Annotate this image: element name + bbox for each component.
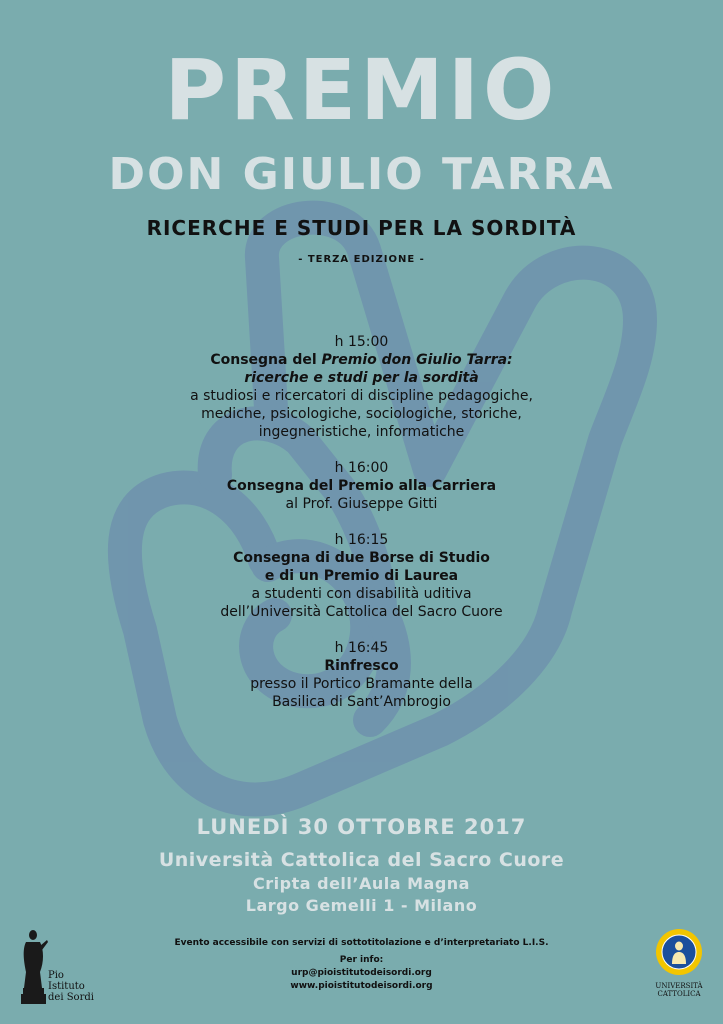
event-desc-line: a studiosi e ricercatori di discipline pedagogiche, bbox=[190, 388, 533, 404]
accessibility-note: Evento accessibile con servizi di sottotitolazione e d’interpretariato L.I.S. bbox=[174, 938, 549, 948]
event-desc-line: al Prof. Giuseppe Gitti bbox=[285, 496, 438, 512]
logo-text-line: UNIVERSITÀ bbox=[655, 982, 703, 990]
event-time: h 16:00 bbox=[334, 460, 389, 476]
title-premio: PREMIO bbox=[164, 41, 559, 139]
program-item bbox=[0, 459, 723, 513]
university-seal-icon bbox=[655, 928, 703, 976]
event-date: LUNEDÌ 30 OTTOBRE 2017 bbox=[196, 815, 527, 839]
title-don-giulio-tarra: DON GIULIO TARRA bbox=[108, 149, 615, 200]
program-item bbox=[0, 531, 723, 621]
event-desc-line: a studenti con disabilità uditiva bbox=[251, 586, 472, 602]
event-desc-line: dell’Università Cattolica del Sacro Cuore bbox=[220, 604, 503, 620]
event-desc-line: presso il Portico Bramante della bbox=[250, 676, 473, 692]
pio-istituto-logo bbox=[20, 928, 110, 1008]
logo-text-line: Pio bbox=[48, 970, 64, 981]
info-website[interactable]: www.pioistitutodeisordi.org bbox=[290, 981, 433, 991]
edition-label: - TERZA EDIZIONE - bbox=[298, 254, 425, 265]
info-email[interactable]: urp@pioistitutodeisordi.org bbox=[291, 968, 432, 978]
event-title: e di un Premio di Laurea bbox=[264, 568, 459, 584]
event-title-line bbox=[0, 369, 723, 387]
event-title bbox=[0, 351, 723, 369]
program-item bbox=[0, 333, 723, 441]
statue-icon bbox=[20, 928, 50, 1008]
event-time: h 15:00 bbox=[334, 334, 389, 350]
universita-cattolica-text bbox=[649, 982, 709, 998]
logo-text-line: CATTOLICA bbox=[657, 990, 701, 998]
event-time: h 16:15 bbox=[334, 532, 389, 548]
event-desc-line: ingegneristiche, informatiche bbox=[258, 424, 465, 440]
venue-address: Largo Gemelli 1 - Milano bbox=[245, 896, 478, 915]
program-item bbox=[0, 639, 723, 711]
event-title: Consegna del Premio alla Carriera bbox=[226, 478, 497, 494]
event-title: Consegna di due Borse di Studio bbox=[233, 550, 490, 566]
logo-text-line: Istituto bbox=[48, 981, 85, 992]
event-time: h 16:45 bbox=[334, 640, 389, 656]
event-title-italic: Premio don Giulio Tarra: bbox=[321, 352, 513, 368]
subtitle: RICERCHE E STUDI PER LA SORDITÀ bbox=[146, 216, 577, 240]
program-schedule bbox=[0, 333, 723, 729]
event-title-part: Consegna del bbox=[210, 352, 322, 368]
info-label: Per info: bbox=[339, 955, 384, 965]
event-desc-line: mediche, psicologiche, sociologiche, storiche, bbox=[201, 406, 522, 422]
venue bbox=[0, 847, 723, 917]
event-title-italic: ricerche e studi per la sordità bbox=[244, 370, 479, 386]
logo-text-line: dei Sordi bbox=[48, 992, 94, 1003]
pio-istituto-text bbox=[48, 970, 94, 1003]
venue-room: Cripta dell’Aula Magna bbox=[253, 874, 470, 893]
venue-name: Università Cattolica del Sacro Cuore bbox=[158, 849, 565, 871]
event-title: Rinfresco bbox=[324, 658, 399, 674]
event-desc-line: Basilica di Sant’Ambrogio bbox=[272, 694, 451, 710]
universita-cattolica-logo bbox=[649, 928, 709, 1008]
